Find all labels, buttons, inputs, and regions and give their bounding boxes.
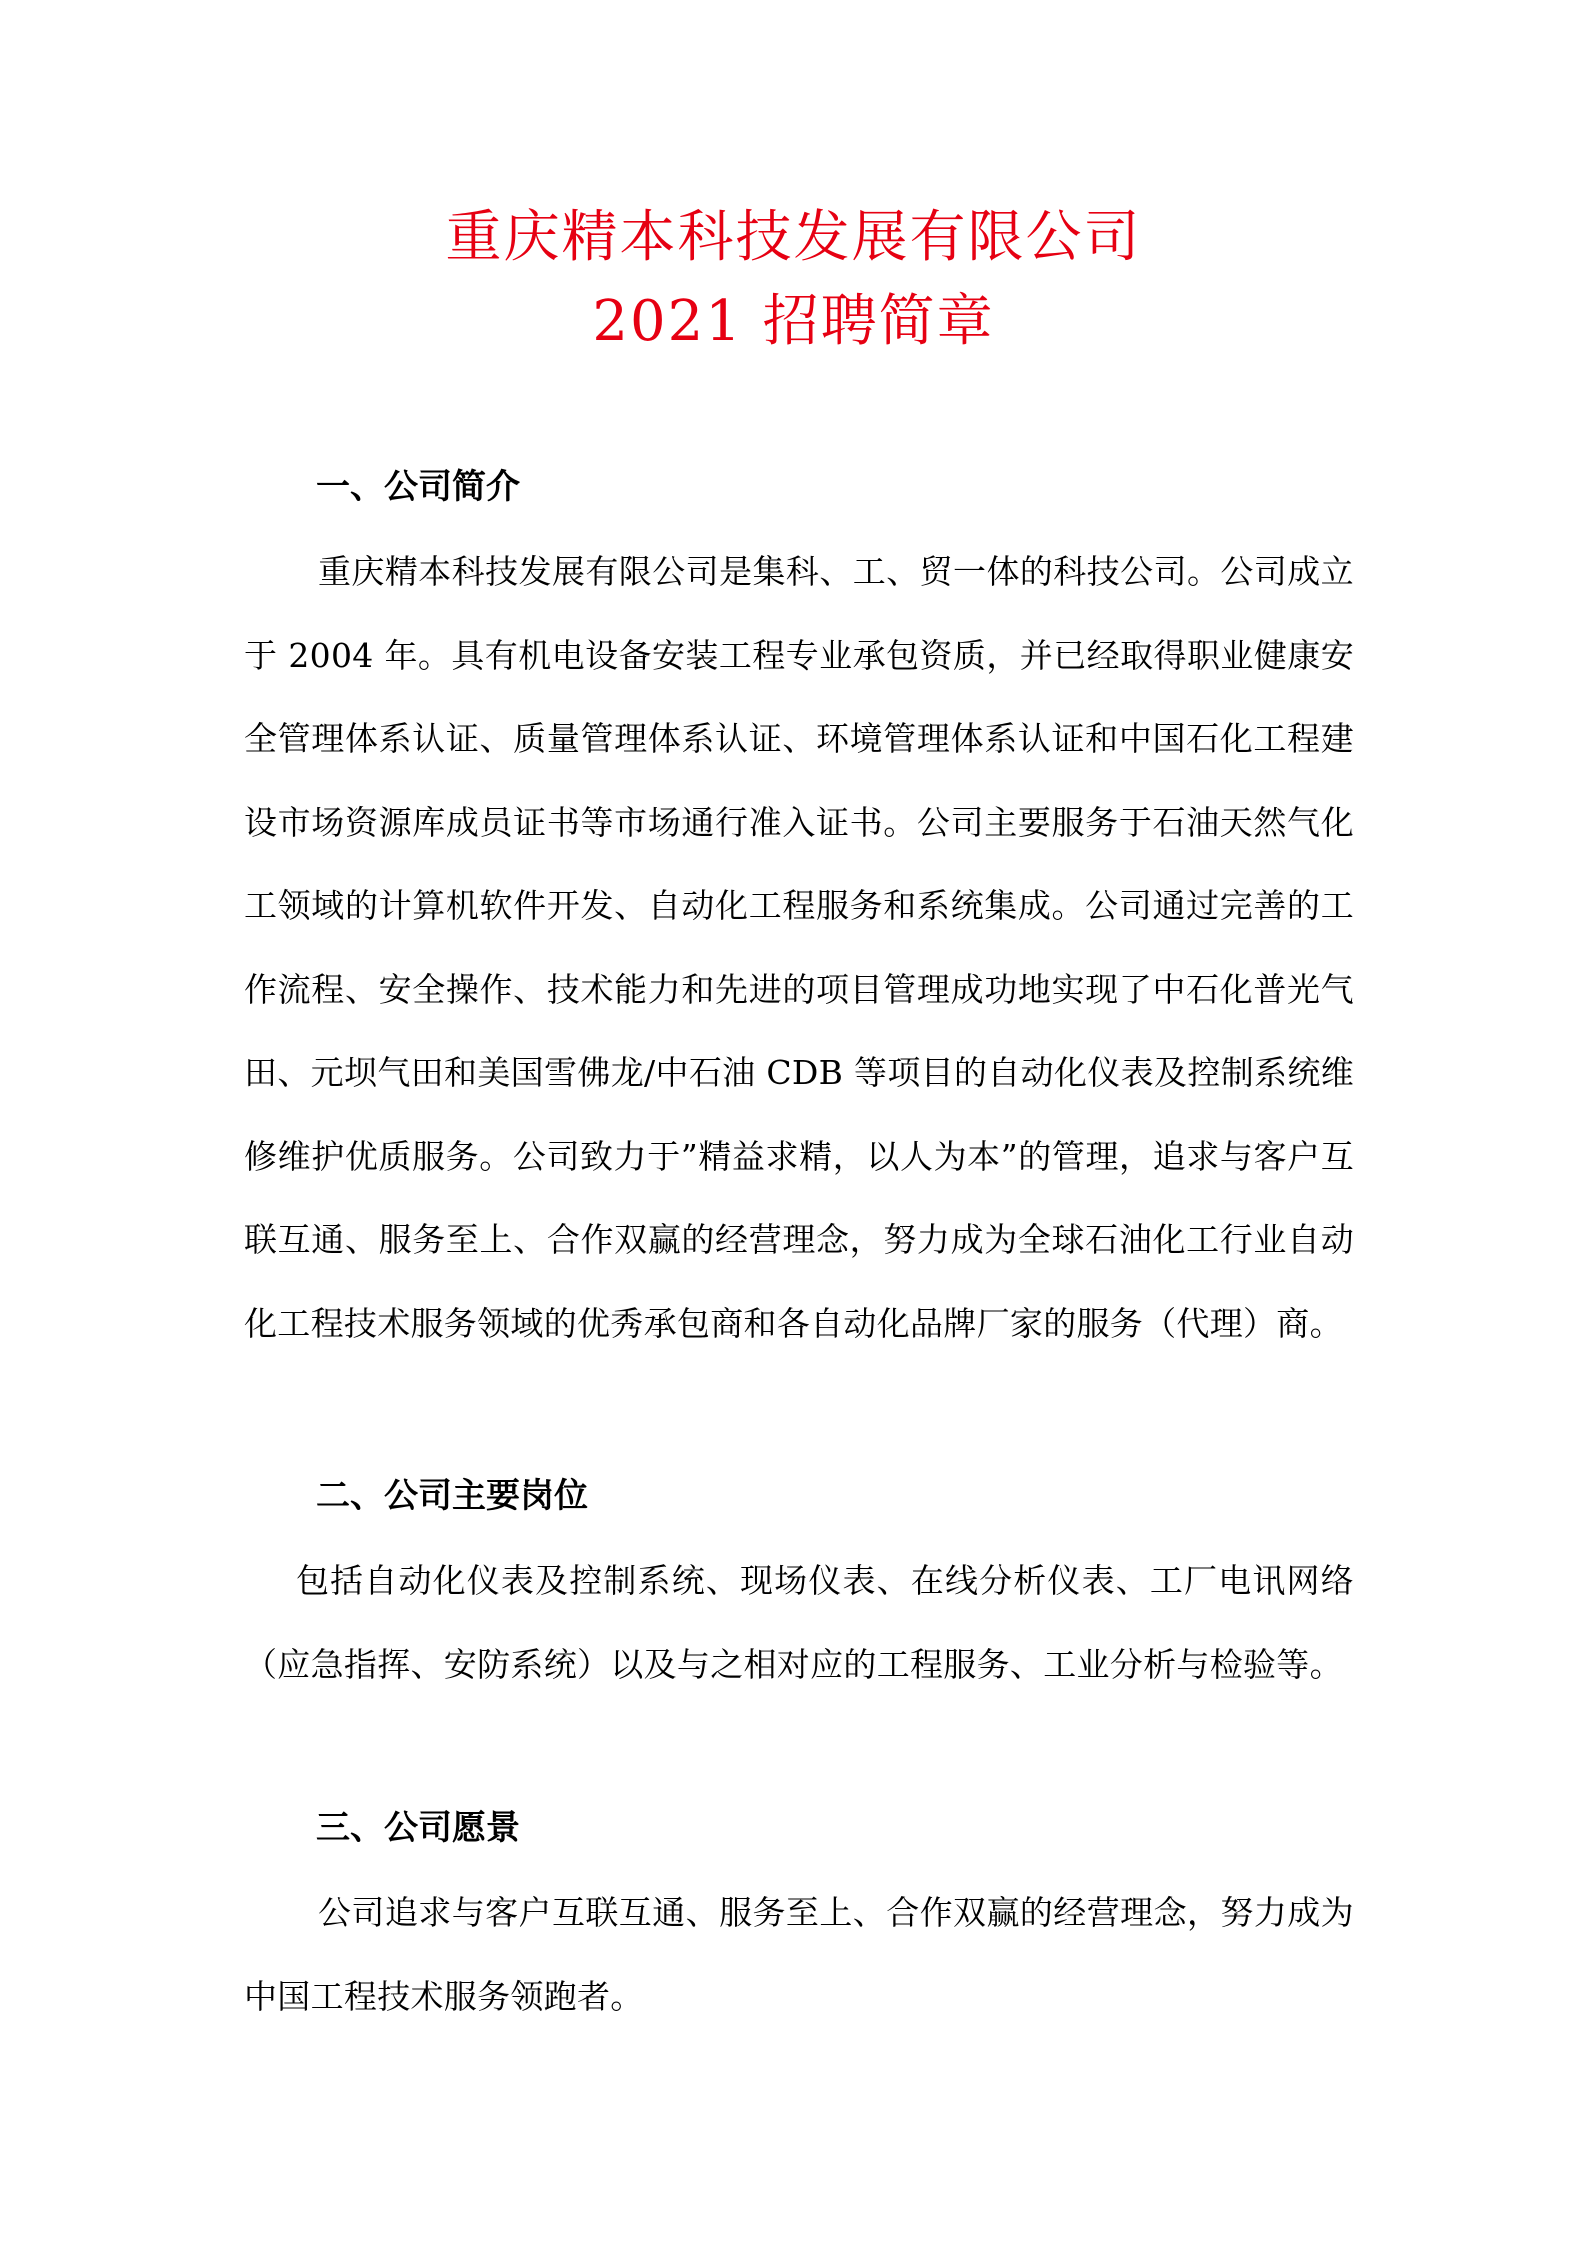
section-body-company-profile: 重庆精本科技发展有限公司是集科、工、贸一体的科技公司。公司成立于 2004 年。具有机电设备安装工程专业承包资质，并已经取得职业健康安全管理体系认证、质量管理体系认证、环境管理体系认证和中国石化工程建设市场资源库成员证书等市场通行准入证书。公司主要服务于石油天然气化工领域的计算机软件开发、自动化工程服务和系统集成。公司通过完善的工作流程、安全操作、技术能力和先进的项目管理成功地实现了中石化普光气田、元坝气田和美国雪佛龙/中石油 CDB 等项目的自动化仪表及控制系统维修维护优质服务。公司致力于”精益求精，以人为本”的管理，追求与客户互联互通、服务至上、合作双赢的经营理念，努力成为全球石油化工行业自动化工程技术服务领域的优秀承包商和各自动化品牌厂家的服务（代理）商。: [244, 552, 1354, 1343]
section-heading-company-vision: 三、公司愿景: [316, 1808, 520, 1848]
section-body-main-positions: 包括自动化仪表及控制系统、现场仪表、在线分析仪表、工厂电讯网络（应急指挥、安防系统）以及与之相对应的工程服务、工业分析与检验等。: [244, 1561, 1354, 1684]
section-body-company-vision: 公司追求与客户互联互通、服务至上、合作双赢的经营理念，努力成为中国工程技术服务领跑者。: [244, 1893, 1354, 2016]
section-heading-main-positions: 二、公司主要岗位: [316, 1476, 588, 1516]
document-title-company: 重庆精本科技发展有限公司: [445, 205, 1142, 270]
section-heading-company-profile: 一、公司简介: [316, 467, 520, 507]
document-title-recruitment: 2021 招聘简章: [592, 289, 995, 354]
